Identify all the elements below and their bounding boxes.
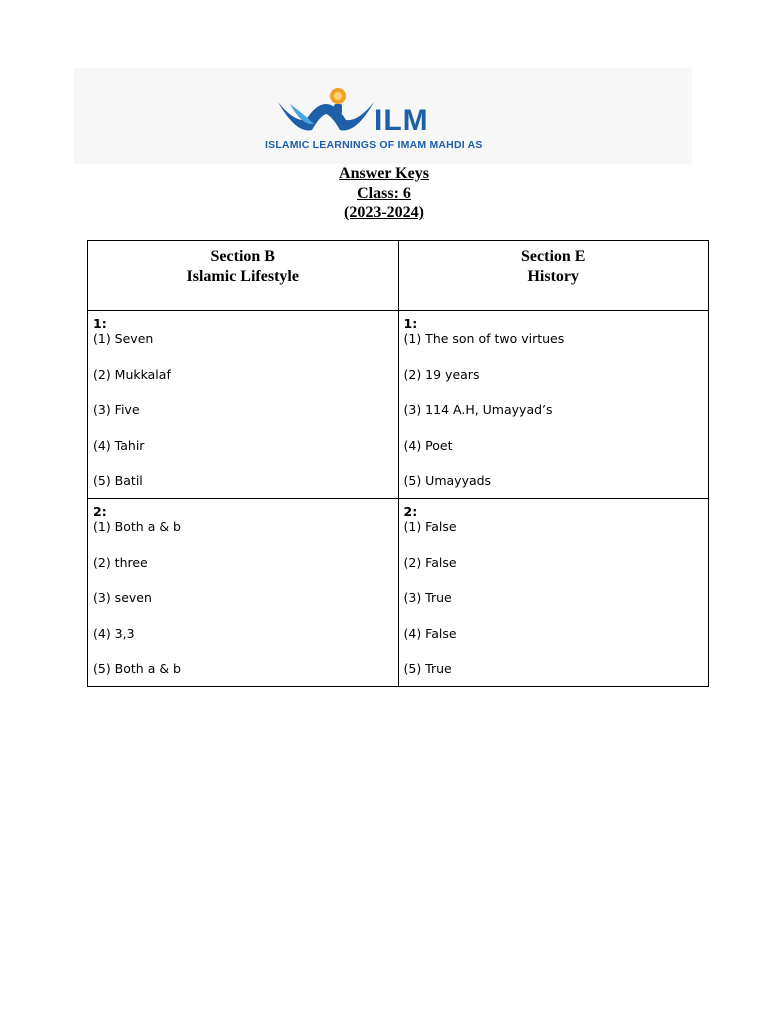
answer-item: (5) Umayyads: [403, 473, 492, 488]
answer-item: (4) False: [403, 625, 457, 641]
answer-item: (5) Both a & b: [93, 661, 181, 676]
document-title: Answer Keys: [339, 165, 429, 182]
logo-wordmark: ILM: [374, 104, 429, 137]
table-header-row: [88, 241, 709, 311]
answer-cell: [398, 499, 709, 687]
question-number: 2:: [93, 504, 107, 519]
answer-item: (2) False: [403, 554, 457, 570]
answer-cell: [398, 311, 709, 499]
section-label: Section E: [521, 248, 586, 265]
table-row: [88, 311, 709, 499]
answer-item: (3) Five: [93, 402, 140, 417]
subject-label: History: [527, 268, 580, 285]
section-label: Section B: [210, 248, 275, 265]
question-number: 2:: [403, 504, 418, 519]
answer-item: (1) Seven: [93, 331, 154, 346]
column-header-section-e: [398, 241, 709, 311]
answer-cell: [88, 311, 399, 499]
answer-item: (1) Both a & b: [93, 519, 181, 534]
answer-item: (4) Poet: [403, 437, 453, 453]
answer-item: (3) 114 A.H, Umayyad’s: [403, 402, 553, 417]
answer-item: (2) 19 years: [403, 366, 480, 382]
answer-item: (4) 3,3: [93, 625, 135, 641]
wilm-logo-icon: [276, 86, 376, 138]
answer-item: (1) The son of two virtues: [403, 331, 565, 346]
academic-year: (2023-2024): [344, 204, 424, 221]
answer-cell: [88, 499, 399, 687]
question-number: 1:: [403, 316, 418, 331]
question-number: 1:: [93, 316, 107, 331]
subject-label: Islamic Lifestyle: [186, 268, 299, 285]
answer-item: (2) Mukkalaf: [93, 366, 171, 382]
answer-key-table: [87, 240, 709, 687]
answer-item: (2) three: [93, 554, 148, 570]
answer-item: (5) Batil: [93, 473, 143, 488]
table-row: [88, 499, 709, 687]
answer-item: (5) True: [403, 661, 452, 676]
answer-item: (3) seven: [93, 590, 152, 605]
column-header-section-b: [88, 241, 399, 311]
logo-tagline: ISLAMIC LEARNINGS OF IMAM MAHDI AS: [265, 139, 483, 151]
answer-item: (4) Tahir: [93, 437, 145, 453]
class-label: Class: 6: [357, 185, 411, 202]
answer-item: (1) False: [403, 519, 457, 534]
answer-item: (3) True: [403, 590, 452, 605]
